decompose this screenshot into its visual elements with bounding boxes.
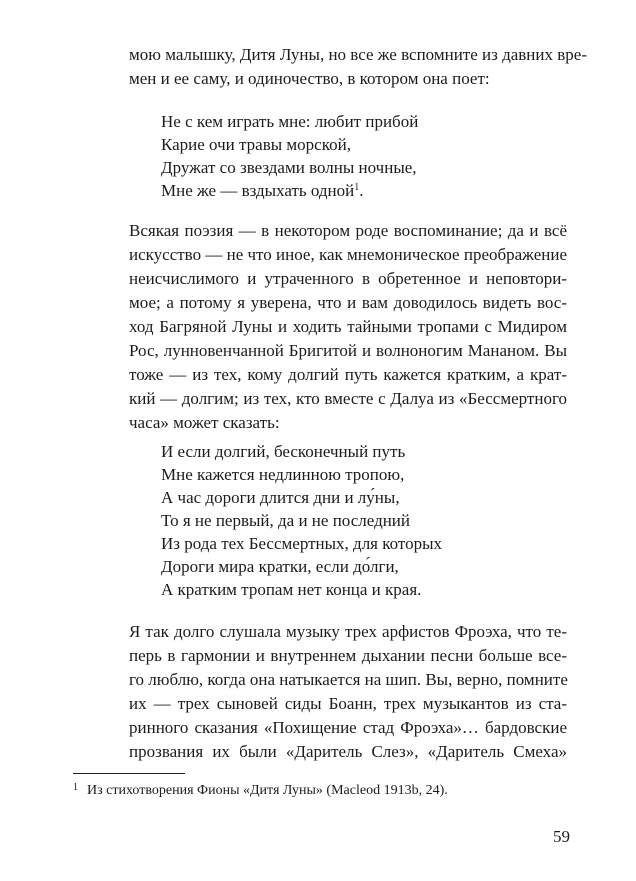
verse-line: Мне же — вздыхать одной bbox=[161, 181, 355, 200]
text-line: прозвания их были «Даритель Слез», «Даритель Смеха» bbox=[129, 742, 567, 761]
text-line: Всякая поэзия — в некотором роде воспоминание; да и всё bbox=[129, 221, 567, 240]
text-line: часа» может сказать: bbox=[129, 413, 280, 432]
text-line: го люблю, когда она натыкается на шип. Вы, верно, помните bbox=[129, 670, 568, 689]
verse-line: А час дороги длится дни и лу́ны, bbox=[161, 488, 400, 507]
text-line: ход Багряной Луны и ходить тайными тропами с Мидиром bbox=[129, 317, 567, 336]
verse-line: Дороги мира кратки, если до́лги, bbox=[161, 557, 399, 576]
text-line: Я так долго слушала музыку трех арфистов Фроэха, что те- bbox=[129, 622, 567, 641]
text-line: искусство — не что иное, как мнемоническое преображение bbox=[129, 245, 567, 264]
verse-line: Из рода тех Бессмертных, для которых bbox=[161, 534, 443, 553]
verse-line: То я не первый, да и не последний bbox=[161, 511, 411, 530]
text-line: тоже — из тех, кому долгий путь кажется кратким, а крат- bbox=[129, 365, 567, 384]
footnote bbox=[73, 779, 448, 800]
verse-line: А кратким тропам нет конца и края. bbox=[161, 580, 422, 599]
verse-line: Не с кем играть мне: любит прибой bbox=[161, 112, 419, 131]
footnote-divider bbox=[73, 773, 185, 774]
verse-line: Мне кажется недлинною тропою, bbox=[161, 465, 405, 484]
text-line: кий — долгим; из тех, кто вместе с Далуа из «Бессмертного bbox=[129, 389, 567, 408]
text-line: неисчислимого и утраченного в обретенное и неповтори- bbox=[129, 269, 567, 288]
footnote-mark: 1 bbox=[73, 782, 78, 793]
text-line: мою малышку, Дитя Луны, но все же вспомните из давних вре- bbox=[129, 45, 587, 64]
verse-line: Дружат со звездами волны ночные, bbox=[161, 158, 417, 177]
text-line: мен и ее саму, и одиночество, в котором она поет: bbox=[129, 69, 490, 88]
text-line: ринного сказания «Похищение стад Фроэха»… бардовские bbox=[129, 718, 567, 737]
text-line: их — трех сыновей сиды Боанн, трех музыкантов из ста- bbox=[129, 694, 567, 713]
verse-line-with-note: Мне же — вздыхать одной$^1$. bbox=[161, 181, 364, 200]
text-line: мое; а потому я уверена, что и вам доводилось видеть вос- bbox=[129, 293, 567, 312]
text-line: Рос, лунновенчанной Бригитой и волноногим Мананом. Вы bbox=[129, 341, 567, 360]
page-number: 59 bbox=[553, 827, 570, 846]
text-line: перь в гармонии и внутреннем дыхании песни больше все- bbox=[129, 646, 567, 665]
footnote-text: Из стихотворения Фионы «Дитя Луны» (Macleod 1913b, 24). bbox=[87, 783, 448, 798]
verse-line: И если долгий, бесконечный путь bbox=[161, 442, 406, 461]
footnote-reference[interactable]: 1 bbox=[354, 182, 360, 193]
verse-line: Карие очи травы морской, bbox=[161, 135, 351, 154]
